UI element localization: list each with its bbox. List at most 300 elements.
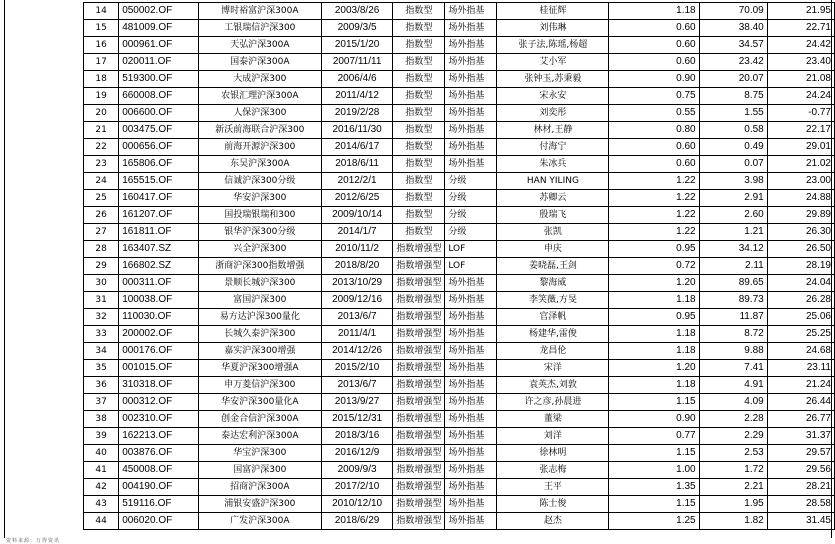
fund-code-cell: 100038.OF — [119, 292, 199, 309]
inception-date-cell: 2006/4/6 — [321, 71, 392, 88]
fund-name-cell: 广发沪深300A — [198, 513, 321, 530]
fund-type-cell: 指数增强型 — [393, 275, 445, 292]
fund-code-cell: 003475.OF — [119, 122, 199, 139]
fee-rate-cell: 1.35 — [609, 479, 699, 496]
fee-rate-cell: 1.20 — [609, 275, 699, 292]
fund-manager-cell: 姜晓磊,王剑 — [497, 258, 609, 275]
fund-size-cell: 2.21 — [699, 479, 767, 496]
inception-date-cell: 2018/6/11 — [321, 156, 392, 173]
row-index-cell: 28 — [84, 241, 119, 258]
inception-date-cell: 2014/6/17 — [321, 139, 392, 156]
return-cell: 26.44 — [767, 394, 834, 411]
fund-table — [83, 2, 835, 530]
fund-type-cell: 指数型 — [393, 3, 445, 20]
inception-date-cell: 2015/1/20 — [321, 37, 392, 54]
table-row — [84, 496, 835, 513]
fund-manager-cell: 宋洋 — [497, 360, 609, 377]
row-index-cell: 44 — [84, 513, 119, 530]
row-index-cell: 43 — [84, 496, 119, 513]
return-cell: 29.89 — [767, 207, 834, 224]
row-index-cell: 37 — [84, 394, 119, 411]
fund-code-cell: 165515.OF — [119, 173, 199, 190]
fee-rate-cell: 1.18 — [609, 292, 699, 309]
inception-date-cell: 2015/12/31 — [321, 411, 392, 428]
fund-type-cell: 指数型 — [393, 139, 445, 156]
inception-date-cell: 2016/12/9 — [321, 445, 392, 462]
return-cell: 29.57 — [767, 445, 834, 462]
trading-venue-cell: 场外指基 — [445, 377, 497, 394]
fund-type-cell: 指数型 — [393, 71, 445, 88]
inception-date-cell: 2012/2/1 — [321, 173, 392, 190]
row-index-cell: 30 — [84, 275, 119, 292]
fund-manager-cell: 赵杰 — [497, 513, 609, 530]
table-row — [84, 309, 835, 326]
row-index-cell: 32 — [84, 309, 119, 326]
fund-name-cell: 嘉实沪深300增强 — [198, 343, 321, 360]
row-index-cell: 18 — [84, 71, 119, 88]
row-index-cell: 16 — [84, 37, 119, 54]
trading-venue-cell: 场外指基 — [445, 88, 497, 105]
fund-size-cell: 20.07 — [699, 71, 767, 88]
fund-manager-cell: 黎海威 — [497, 275, 609, 292]
trading-venue-cell: 场外指基 — [445, 105, 497, 122]
row-index-cell: 40 — [84, 445, 119, 462]
fund-code-cell: 000312.OF — [119, 394, 199, 411]
fund-name-cell: 博时裕富沪深300A — [198, 3, 321, 20]
fund-name-cell: 景顺长城沪深300 — [198, 275, 321, 292]
fund-manager-cell: 许之彦,孙晨进 — [497, 394, 609, 411]
fund-size-cell: 89.65 — [699, 275, 767, 292]
fund-manager-cell: 申庆 — [497, 241, 609, 258]
fund-manager-cell: 董梁 — [497, 411, 609, 428]
fund-manager-cell: 林材,王静 — [497, 122, 609, 139]
fund-manager-cell: 袁英杰,刘敦 — [497, 377, 609, 394]
table-row — [84, 513, 835, 530]
return-cell: 26.30 — [767, 224, 834, 241]
return-cell: 24.88 — [767, 190, 834, 207]
fund-code-cell: 160417.OF — [119, 190, 199, 207]
trading-venue-cell: 分级 — [445, 190, 497, 207]
inception-date-cell: 2009/9/3 — [321, 462, 392, 479]
fund-name-cell: 天弘沪深300A — [198, 37, 321, 54]
inception-date-cell: 2009/10/14 — [321, 207, 392, 224]
fee-rate-cell: 0.60 — [609, 20, 699, 37]
return-cell: 26.77 — [767, 411, 834, 428]
return-cell: 23.11 — [767, 360, 834, 377]
row-index-cell: 25 — [84, 190, 119, 207]
fee-rate-cell: 1.18 — [609, 343, 699, 360]
trading-venue-cell: 场外指基 — [445, 37, 497, 54]
fund-size-cell: 2.60 — [699, 207, 767, 224]
return-cell: 21.02 — [767, 156, 834, 173]
return-cell: 21.08 — [767, 71, 834, 88]
return-cell: 23.00 — [767, 173, 834, 190]
fund-size-cell: 2.28 — [699, 411, 767, 428]
fund-size-cell: 1.82 — [699, 513, 767, 530]
fee-rate-cell: 0.60 — [609, 54, 699, 71]
trading-venue-cell: 分级 — [445, 224, 497, 241]
fund-code-cell: 161207.OF — [119, 207, 199, 224]
inception-date-cell: 2014/1/7 — [321, 224, 392, 241]
row-index-cell: 22 — [84, 139, 119, 156]
fund-size-cell: 2.11 — [699, 258, 767, 275]
inception-date-cell: 2018/3/16 — [321, 428, 392, 445]
return-cell: 24.68 — [767, 343, 834, 360]
fund-type-cell: 指数型 — [393, 207, 445, 224]
table-body — [84, 3, 835, 530]
table-row — [84, 462, 835, 479]
fund-size-cell: 4.91 — [699, 377, 767, 394]
row-index-cell: 34 — [84, 343, 119, 360]
fund-type-cell: 指数增强型 — [393, 394, 445, 411]
fund-size-cell: 1.72 — [699, 462, 767, 479]
trading-venue-cell: 分级 — [445, 173, 497, 190]
table-row — [84, 343, 835, 360]
table-row — [84, 71, 835, 88]
fee-rate-cell: 1.15 — [609, 445, 699, 462]
fund-size-cell: 3.98 — [699, 173, 767, 190]
fund-code-cell: 006600.OF — [119, 105, 199, 122]
table-row — [84, 54, 835, 71]
fund-type-cell: 指数型 — [393, 105, 445, 122]
fund-type-cell: 指数增强型 — [393, 292, 445, 309]
inception-date-cell: 2010/11/2 — [321, 241, 392, 258]
inception-date-cell: 2011/4/1 — [321, 326, 392, 343]
fund-manager-cell: 张志梅 — [497, 462, 609, 479]
fund-type-cell: 指数型 — [393, 122, 445, 139]
fee-rate-cell: 1.25 — [609, 513, 699, 530]
fund-size-cell: 34.12 — [699, 241, 767, 258]
table-row — [84, 428, 835, 445]
fund-name-cell: 农银汇理沪深300A — [198, 88, 321, 105]
return-cell: 24.42 — [767, 37, 834, 54]
fund-code-cell: 165806.OF — [119, 156, 199, 173]
fund-name-cell: 前海开源沪深300 — [198, 139, 321, 156]
table-row — [84, 105, 835, 122]
return-cell: 28.19 — [767, 258, 834, 275]
fund-size-cell: 8.75 — [699, 88, 767, 105]
fee-rate-cell: 1.22 — [609, 207, 699, 224]
fund-code-cell: 519300.OF — [119, 71, 199, 88]
inception-date-cell: 2016/11/30 — [321, 122, 392, 139]
fee-rate-cell: 1.15 — [609, 394, 699, 411]
fee-rate-cell: 0.77 — [609, 428, 699, 445]
row-index-cell: 17 — [84, 54, 119, 71]
fee-rate-cell: 0.72 — [609, 258, 699, 275]
fund-size-cell: 4.09 — [699, 394, 767, 411]
row-index-cell: 39 — [84, 428, 119, 445]
fund-size-cell: 11.87 — [699, 309, 767, 326]
inception-date-cell: 2018/6/29 — [321, 513, 392, 530]
fund-size-cell: 23.42 — [699, 54, 767, 71]
return-cell: 25.25 — [767, 326, 834, 343]
fund-manager-cell: 朱冰兵 — [497, 156, 609, 173]
fee-rate-cell: 1.18 — [609, 377, 699, 394]
return-cell: 22.17 — [767, 122, 834, 139]
fee-rate-cell: 0.90 — [609, 71, 699, 88]
fund-code-cell: 200002.OF — [119, 326, 199, 343]
fund-code-cell: 166802.SZ — [119, 258, 199, 275]
fund-type-cell: 指数增强型 — [393, 445, 445, 462]
fund-manager-cell: 宋永安 — [497, 88, 609, 105]
fund-code-cell: 000656.OF — [119, 139, 199, 156]
trading-venue-cell: 场外指基 — [445, 122, 497, 139]
fund-size-cell: 34.57 — [699, 37, 767, 54]
trading-venue-cell: LOF — [445, 258, 497, 275]
fee-rate-cell: 1.00 — [609, 462, 699, 479]
fee-rate-cell: 1.22 — [609, 190, 699, 207]
fund-code-cell: 020011.OF — [119, 54, 199, 71]
fee-rate-cell: 0.60 — [609, 139, 699, 156]
row-index-cell: 35 — [84, 360, 119, 377]
fund-manager-cell: 刘伟琳 — [497, 20, 609, 37]
inception-date-cell: 2003/8/26 — [321, 3, 392, 20]
fund-type-cell: 指数增强型 — [393, 258, 445, 275]
trading-venue-cell: 场外指基 — [445, 513, 497, 530]
table-row — [84, 275, 835, 292]
table-row — [84, 20, 835, 37]
return-cell: 21.95 — [767, 3, 834, 20]
fund-name-cell: 信诚沪深300分级 — [198, 173, 321, 190]
fee-rate-cell: 0.60 — [609, 37, 699, 54]
fund-type-cell: 指数型 — [393, 173, 445, 190]
table-row — [84, 139, 835, 156]
fee-rate-cell: 0.90 — [609, 411, 699, 428]
fund-name-cell: 长城久泰沪深300 — [198, 326, 321, 343]
fund-type-cell: 指数增强型 — [393, 326, 445, 343]
fund-name-cell: 东吴沪深300A — [198, 156, 321, 173]
row-index-cell: 29 — [84, 258, 119, 275]
fund-name-cell: 国投瑞银瑞和300 — [198, 207, 321, 224]
inception-date-cell: 2018/8/20 — [321, 258, 392, 275]
fund-name-cell: 浦银安盛沪深300 — [198, 496, 321, 513]
return-cell: 29.01 — [767, 139, 834, 156]
fund-size-cell: 2.91 — [699, 190, 767, 207]
table-row — [84, 156, 835, 173]
fund-manager-cell: 艾小军 — [497, 54, 609, 71]
table-row — [84, 326, 835, 343]
fund-name-cell: 新沃前海联合沪深300 — [198, 122, 321, 139]
fund-type-cell: 指数增强型 — [393, 462, 445, 479]
fund-size-cell: 8.72 — [699, 326, 767, 343]
fee-rate-cell: 1.18 — [609, 326, 699, 343]
inception-date-cell: 2019/2/28 — [321, 105, 392, 122]
fee-rate-cell: 1.18 — [609, 3, 699, 20]
table-row — [84, 190, 835, 207]
fund-type-cell: 指数增强型 — [393, 309, 445, 326]
inception-date-cell: 2017/2/10 — [321, 479, 392, 496]
fund-code-cell: 481009.OF — [119, 20, 199, 37]
fund-name-cell: 泰达宏利沪深300A — [198, 428, 321, 445]
trading-venue-cell: 场外指基 — [445, 343, 497, 360]
fund-type-cell: 指数增强型 — [393, 411, 445, 428]
row-index-cell: 15 — [84, 20, 119, 37]
inception-date-cell: 2015/2/10 — [321, 360, 392, 377]
fee-rate-cell: 1.20 — [609, 360, 699, 377]
trading-venue-cell: 场外指基 — [445, 394, 497, 411]
fund-size-cell: 89.73 — [699, 292, 767, 309]
row-index-cell: 33 — [84, 326, 119, 343]
inception-date-cell: 2014/12/26 — [321, 343, 392, 360]
row-index-cell: 24 — [84, 173, 119, 190]
row-index-cell: 26 — [84, 207, 119, 224]
fund-code-cell: 001015.OF — [119, 360, 199, 377]
fund-name-cell: 银华沪深300分级 — [198, 224, 321, 241]
fund-type-cell: 指数增强型 — [393, 343, 445, 360]
trading-venue-cell: 场外指基 — [445, 139, 497, 156]
trading-venue-cell: 场外指基 — [445, 275, 497, 292]
trading-venue-cell: 分级 — [445, 207, 497, 224]
trading-venue-cell: 场外指基 — [445, 71, 497, 88]
table-row — [84, 241, 835, 258]
trading-venue-cell: 场外指基 — [445, 428, 497, 445]
fund-type-cell: 指数型 — [393, 20, 445, 37]
fund-manager-cell: 苏卿云 — [497, 190, 609, 207]
inception-date-cell: 2009/3/5 — [321, 20, 392, 37]
row-index-cell: 38 — [84, 411, 119, 428]
inception-date-cell: 2009/12/16 — [321, 292, 392, 309]
fund-manager-cell: 官泽帆 — [497, 309, 609, 326]
fund-size-cell: 70.09 — [699, 3, 767, 20]
fund-type-cell: 指数增强型 — [393, 360, 445, 377]
fund-type-cell: 指数型 — [393, 37, 445, 54]
row-index-cell: 41 — [84, 462, 119, 479]
fund-name-cell: 创金合信沪深300A — [198, 411, 321, 428]
fee-rate-cell: 1.22 — [609, 173, 699, 190]
table-row — [84, 224, 835, 241]
fee-rate-cell: 0.75 — [609, 88, 699, 105]
fund-name-cell: 工银瑞信沪深300 — [198, 20, 321, 37]
trading-venue-cell: 场外指基 — [445, 156, 497, 173]
return-cell: -0.77 — [767, 105, 834, 122]
fund-code-cell: 000961.OF — [119, 37, 199, 54]
trading-venue-cell: 场外指基 — [445, 309, 497, 326]
inception-date-cell: 2012/6/25 — [321, 190, 392, 207]
fund-code-cell: 450008.OF — [119, 462, 199, 479]
fund-size-cell: 7.41 — [699, 360, 767, 377]
table-row — [84, 122, 835, 139]
fund-code-cell: 006020.OF — [119, 513, 199, 530]
fund-type-cell: 指数增强型 — [393, 513, 445, 530]
fund-name-cell: 人保沪深300 — [198, 105, 321, 122]
trading-venue-cell: 场外指基 — [445, 479, 497, 496]
fee-rate-cell: 1.15 — [609, 496, 699, 513]
fund-manager-cell: 李笑薇,方旻 — [497, 292, 609, 309]
row-index-cell: 14 — [84, 3, 119, 20]
fund-code-cell: 002310.OF — [119, 411, 199, 428]
fee-rate-cell: 0.55 — [609, 105, 699, 122]
fund-code-cell: 162213.OF — [119, 428, 199, 445]
fund-manager-cell: 刘洋 — [497, 428, 609, 445]
fund-size-cell: 0.58 — [699, 122, 767, 139]
fund-name-cell: 招商沪深300A — [198, 479, 321, 496]
fund-code-cell: 161811.OF — [119, 224, 199, 241]
table-row — [84, 207, 835, 224]
fund-manager-cell: 王平 — [497, 479, 609, 496]
return-cell: 28.21 — [767, 479, 834, 496]
fund-name-cell: 华安沪深300 — [198, 190, 321, 207]
trading-venue-cell: 场外指基 — [445, 411, 497, 428]
trading-venue-cell: 场外指基 — [445, 20, 497, 37]
fund-code-cell: 050002.OF — [119, 3, 199, 20]
fund-name-cell: 华宝沪深300 — [198, 445, 321, 462]
return-cell: 21.24 — [767, 377, 834, 394]
fund-size-cell: 9.88 — [699, 343, 767, 360]
table-row — [84, 445, 835, 462]
fund-code-cell: 110030.OF — [119, 309, 199, 326]
fund-size-cell: 1.95 — [699, 496, 767, 513]
inception-date-cell: 2013/6/7 — [321, 377, 392, 394]
inception-date-cell: 2010/12/10 — [321, 496, 392, 513]
fund-type-cell: 指数增强型 — [393, 496, 445, 513]
fund-manager-cell: 龙昌伦 — [497, 343, 609, 360]
fund-name-cell: 申万菱信沪深300 — [198, 377, 321, 394]
row-index-cell: 36 — [84, 377, 119, 394]
row-index-cell: 27 — [84, 224, 119, 241]
return-cell: 22.71 — [767, 20, 834, 37]
trading-venue-cell: 场外指基 — [445, 326, 497, 343]
return-cell: 29.56 — [767, 462, 834, 479]
fund-code-cell: 310318.OF — [119, 377, 199, 394]
fund-type-cell: 指数型 — [393, 54, 445, 71]
row-index-cell: 31 — [84, 292, 119, 309]
fund-manager-cell: 张凯 — [497, 224, 609, 241]
fund-size-cell: 1.55 — [699, 105, 767, 122]
fund-name-cell: 浙商沪深300指数增强 — [198, 258, 321, 275]
trading-venue-cell: 场外指基 — [445, 496, 497, 513]
fund-manager-cell: 刘奕彤 — [497, 105, 609, 122]
fund-type-cell: 指数增强型 — [393, 428, 445, 445]
fund-name-cell: 大成沪深300 — [198, 71, 321, 88]
trading-venue-cell: LOF — [445, 241, 497, 258]
row-index-cell: 20 — [84, 105, 119, 122]
fund-code-cell: 519116.OF — [119, 496, 199, 513]
fund-type-cell: 指数型 — [393, 224, 445, 241]
trading-venue-cell: 场外指基 — [445, 445, 497, 462]
fund-name-cell: 国富沪深300 — [198, 462, 321, 479]
table-row — [84, 258, 835, 275]
fund-size-cell: 2.29 — [699, 428, 767, 445]
fee-rate-cell: 0.80 — [609, 122, 699, 139]
fee-rate-cell: 0.95 — [609, 241, 699, 258]
fund-manager-cell: 陈士俊 — [497, 496, 609, 513]
fund-name-cell: 华安沪深300量化A — [198, 394, 321, 411]
trading-venue-cell: 场外指基 — [445, 54, 497, 71]
fund-type-cell: 指数型 — [393, 156, 445, 173]
fund-manager-cell: 徐林明 — [497, 445, 609, 462]
table-row — [84, 360, 835, 377]
return-cell: 26.28 — [767, 292, 834, 309]
inception-date-cell: 2013/9/27 — [321, 394, 392, 411]
return-cell: 31.45 — [767, 513, 834, 530]
return-cell: 24.24 — [767, 88, 834, 105]
trading-venue-cell: 场外指基 — [445, 462, 497, 479]
table-row — [84, 88, 835, 105]
fund-name-cell: 华夏沪深300增强A — [198, 360, 321, 377]
return-cell: 25.06 — [767, 309, 834, 326]
return-cell: 23.40 — [767, 54, 834, 71]
return-cell: 26.50 — [767, 241, 834, 258]
table-row — [84, 37, 835, 54]
trading-venue-cell: 场外指基 — [445, 292, 497, 309]
table-row — [84, 173, 835, 190]
fund-manager-cell: HAN YILING — [497, 173, 609, 190]
fund-manager-cell: 张钟玉,苏秉毅 — [497, 71, 609, 88]
row-index-cell: 23 — [84, 156, 119, 173]
fund-manager-cell: 桂征辉 — [497, 3, 609, 20]
fund-name-cell: 易方达沪深300量化 — [198, 309, 321, 326]
fee-rate-cell: 0.60 — [609, 156, 699, 173]
